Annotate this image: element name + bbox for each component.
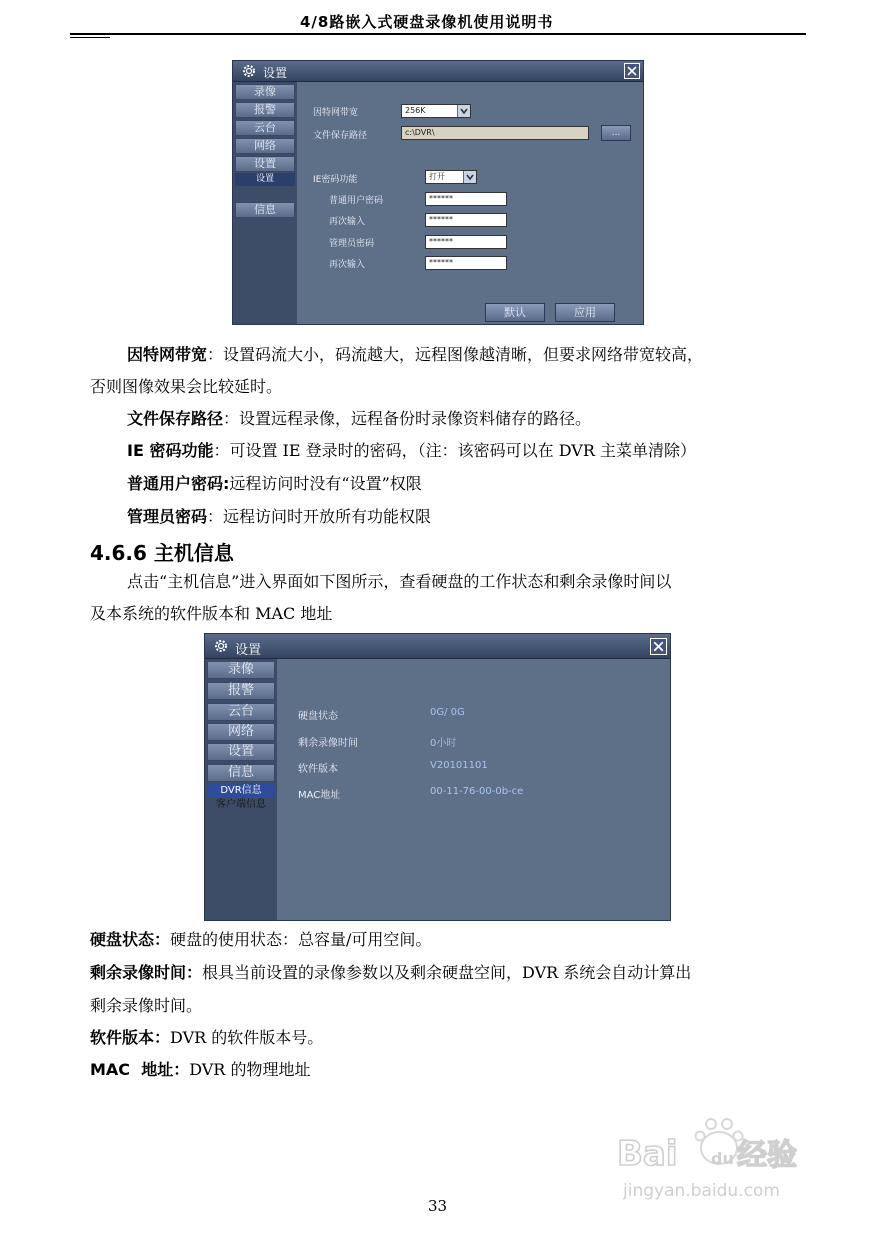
menu-record[interactable]: 录像 [235, 84, 295, 100]
dialog-title: 设置 [263, 66, 288, 80]
default-button[interactable]: 默认 [485, 303, 545, 322]
user-password-field[interactable]: ****** [425, 192, 507, 206]
desc-admin-password-body: ：远程访问时开放所有功能权限 [207, 507, 432, 526]
bandwidth-label: 因特网带宽 [313, 108, 359, 118]
desc-user-password-body: 远程访问时没有“设置”权限 [229, 474, 422, 493]
software-version-value: V20101101 [430, 760, 488, 771]
desc-admin-password [127, 507, 431, 527]
gear-icon [241, 63, 257, 79]
desc-software-version [90, 1028, 323, 1048]
svg-text:jingyan.baidu.com: jingyan.baidu.com [623, 1181, 780, 1201]
desc-save-path [127, 409, 591, 429]
desc-ie-password [127, 441, 696, 461]
dialog-titlebar [205, 634, 670, 659]
bandwidth-value: 256K [405, 106, 426, 115]
intro-line2: 及本系统的软件版本和 MAC 地址 [90, 604, 333, 623]
desc-save-path-body: ：设置远程录像，远程备份时录像资料储存的路径。 [223, 409, 592, 428]
term-remaining-time: 剩余录像时间： [90, 963, 203, 982]
bandwidth-select[interactable] [401, 104, 471, 118]
header-rule [70, 33, 806, 35]
dialog-title: 设置 [235, 643, 262, 658]
term-admin-password: 管理员密码 [127, 507, 208, 526]
menu-ptz[interactable]: 云台 [235, 120, 295, 136]
ie-password-value: 打开 [429, 172, 445, 181]
submenu-client-info[interactable]: 客户端信息 [216, 799, 266, 810]
menu-ptz[interactable]: 云台 [207, 703, 275, 721]
term-ie-password: IE 密码功能 [127, 441, 214, 460]
admin-password-confirm-label: 再次输入 [329, 260, 366, 270]
menu-network[interactable]: 网络 [235, 138, 295, 154]
ie-password-select[interactable] [425, 170, 477, 184]
desc-remaining-time [90, 963, 691, 983]
term-mac-address: MAC 地址： [90, 1060, 190, 1079]
close-icon[interactable] [650, 638, 667, 655]
intro-line1: 点击“主机信息”进入界面如下图所示，查看硬盘的工作状态和剩余录像时间以 [127, 572, 672, 591]
dialog-titlebar [233, 61, 643, 82]
disk-status-value: 0G/ 0G [430, 707, 465, 718]
admin-password-confirm-field[interactable]: ****** [425, 256, 507, 270]
save-path-label: 文件保存路径 [313, 131, 368, 141]
menu-settings[interactable]: 设置 [235, 156, 295, 172]
menu-alarm[interactable]: 报警 [235, 102, 295, 118]
desc-mac-address [90, 1060, 310, 1080]
sidebar [233, 82, 297, 324]
software-version-label: 软件版本 [298, 764, 338, 775]
desc-software-version-body: DVR 的软件版本号。 [170, 1028, 324, 1047]
sidebar [205, 659, 277, 920]
page-number: 33 [428, 1197, 448, 1215]
svg-text:经验: 经验 [737, 1138, 797, 1173]
desc-bandwidth-body: ：设置码流大小，码流越大，远程图像越清晰，但要求网络带宽较高， [207, 345, 704, 364]
settings-dialog-network [232, 60, 644, 325]
term-software-version: 软件版本： [90, 1028, 171, 1047]
term-user-password: 普通用户密码: [127, 474, 230, 493]
menu-record[interactable]: 录像 [207, 661, 275, 679]
header-rule-short [70, 37, 110, 38]
browse-button[interactable]: ... [601, 125, 631, 141]
gear-icon [213, 638, 229, 654]
term-disk-status: 硬盘状态： [90, 930, 171, 949]
disk-status-label: 硬盘状态 [298, 711, 338, 722]
desc-remaining-time-body: 根具当前设置的录像参数以及剩余硬盘空间，DVR 系统会自动计算出 [202, 963, 692, 982]
submenu-dvr-info[interactable]: DVR信息 [207, 784, 275, 797]
desc-disk-status-body: 硬盘的使用状态：总容量/可用空间。 [170, 930, 432, 949]
remaining-time-label: 剩余录像时间 [298, 738, 358, 749]
term-bandwidth: 因特网带宽 [127, 345, 208, 364]
menu-info[interactable]: 信息 [207, 764, 275, 782]
submenu-settings[interactable]: 设置 [235, 173, 295, 186]
admin-password-field[interactable]: ****** [425, 235, 507, 249]
admin-password-label: 管理员密码 [329, 239, 375, 249]
desc-ie-password-body: ：可设置 IE 登录时的密码，（注：该密码可以在 DVR 主菜单清除） [213, 441, 696, 460]
desc-mac-address-body: DVR 的物理地址 [189, 1060, 311, 1079]
user-password-confirm-field[interactable]: ****** [425, 213, 507, 227]
desc-remaining-time-cont: 剩余录像时间。 [90, 996, 203, 1015]
chevron-down-icon [457, 105, 470, 117]
save-path-field[interactable]: c:\DVR\ [401, 126, 589, 140]
user-password-confirm-label: 再次输入 [329, 217, 366, 227]
close-icon[interactable] [624, 63, 640, 79]
svg-text:du: du [711, 1149, 734, 1168]
ie-password-label: IE密码功能 [313, 175, 358, 185]
mac-address-value: 00-11-76-00-0b-ce [430, 786, 524, 797]
menu-network[interactable]: 网络 [207, 723, 275, 741]
section-heading: 4.6.6 主机信息 [90, 541, 234, 565]
desc-bandwidth [127, 345, 703, 365]
remaining-time-value: 0小时 [430, 738, 457, 749]
term-save-path: 文件保存路径 [127, 409, 224, 428]
baidu-jingyan-watermark [615, 1110, 825, 1205]
settings-dialog-info [204, 633, 671, 921]
mac-address-label: MAC地址 [298, 790, 341, 801]
menu-info[interactable]: 信息 [235, 202, 295, 218]
desc-user-password [127, 474, 422, 494]
page-header-title: 4/8路嵌入式硬盘录像机使用说明书 [300, 13, 554, 31]
desc-disk-status [90, 930, 431, 950]
menu-alarm[interactable]: 报警 [207, 682, 275, 700]
desc-bandwidth-cont: 否则图像效果会比较延时。 [90, 377, 283, 396]
menu-settings[interactable]: 设置 [207, 743, 275, 761]
chevron-down-icon [463, 171, 476, 183]
apply-button[interactable]: 应用 [555, 303, 615, 322]
svg-text:Bai: Bai [617, 1134, 678, 1174]
user-password-label: 普通用户密码 [329, 196, 384, 206]
